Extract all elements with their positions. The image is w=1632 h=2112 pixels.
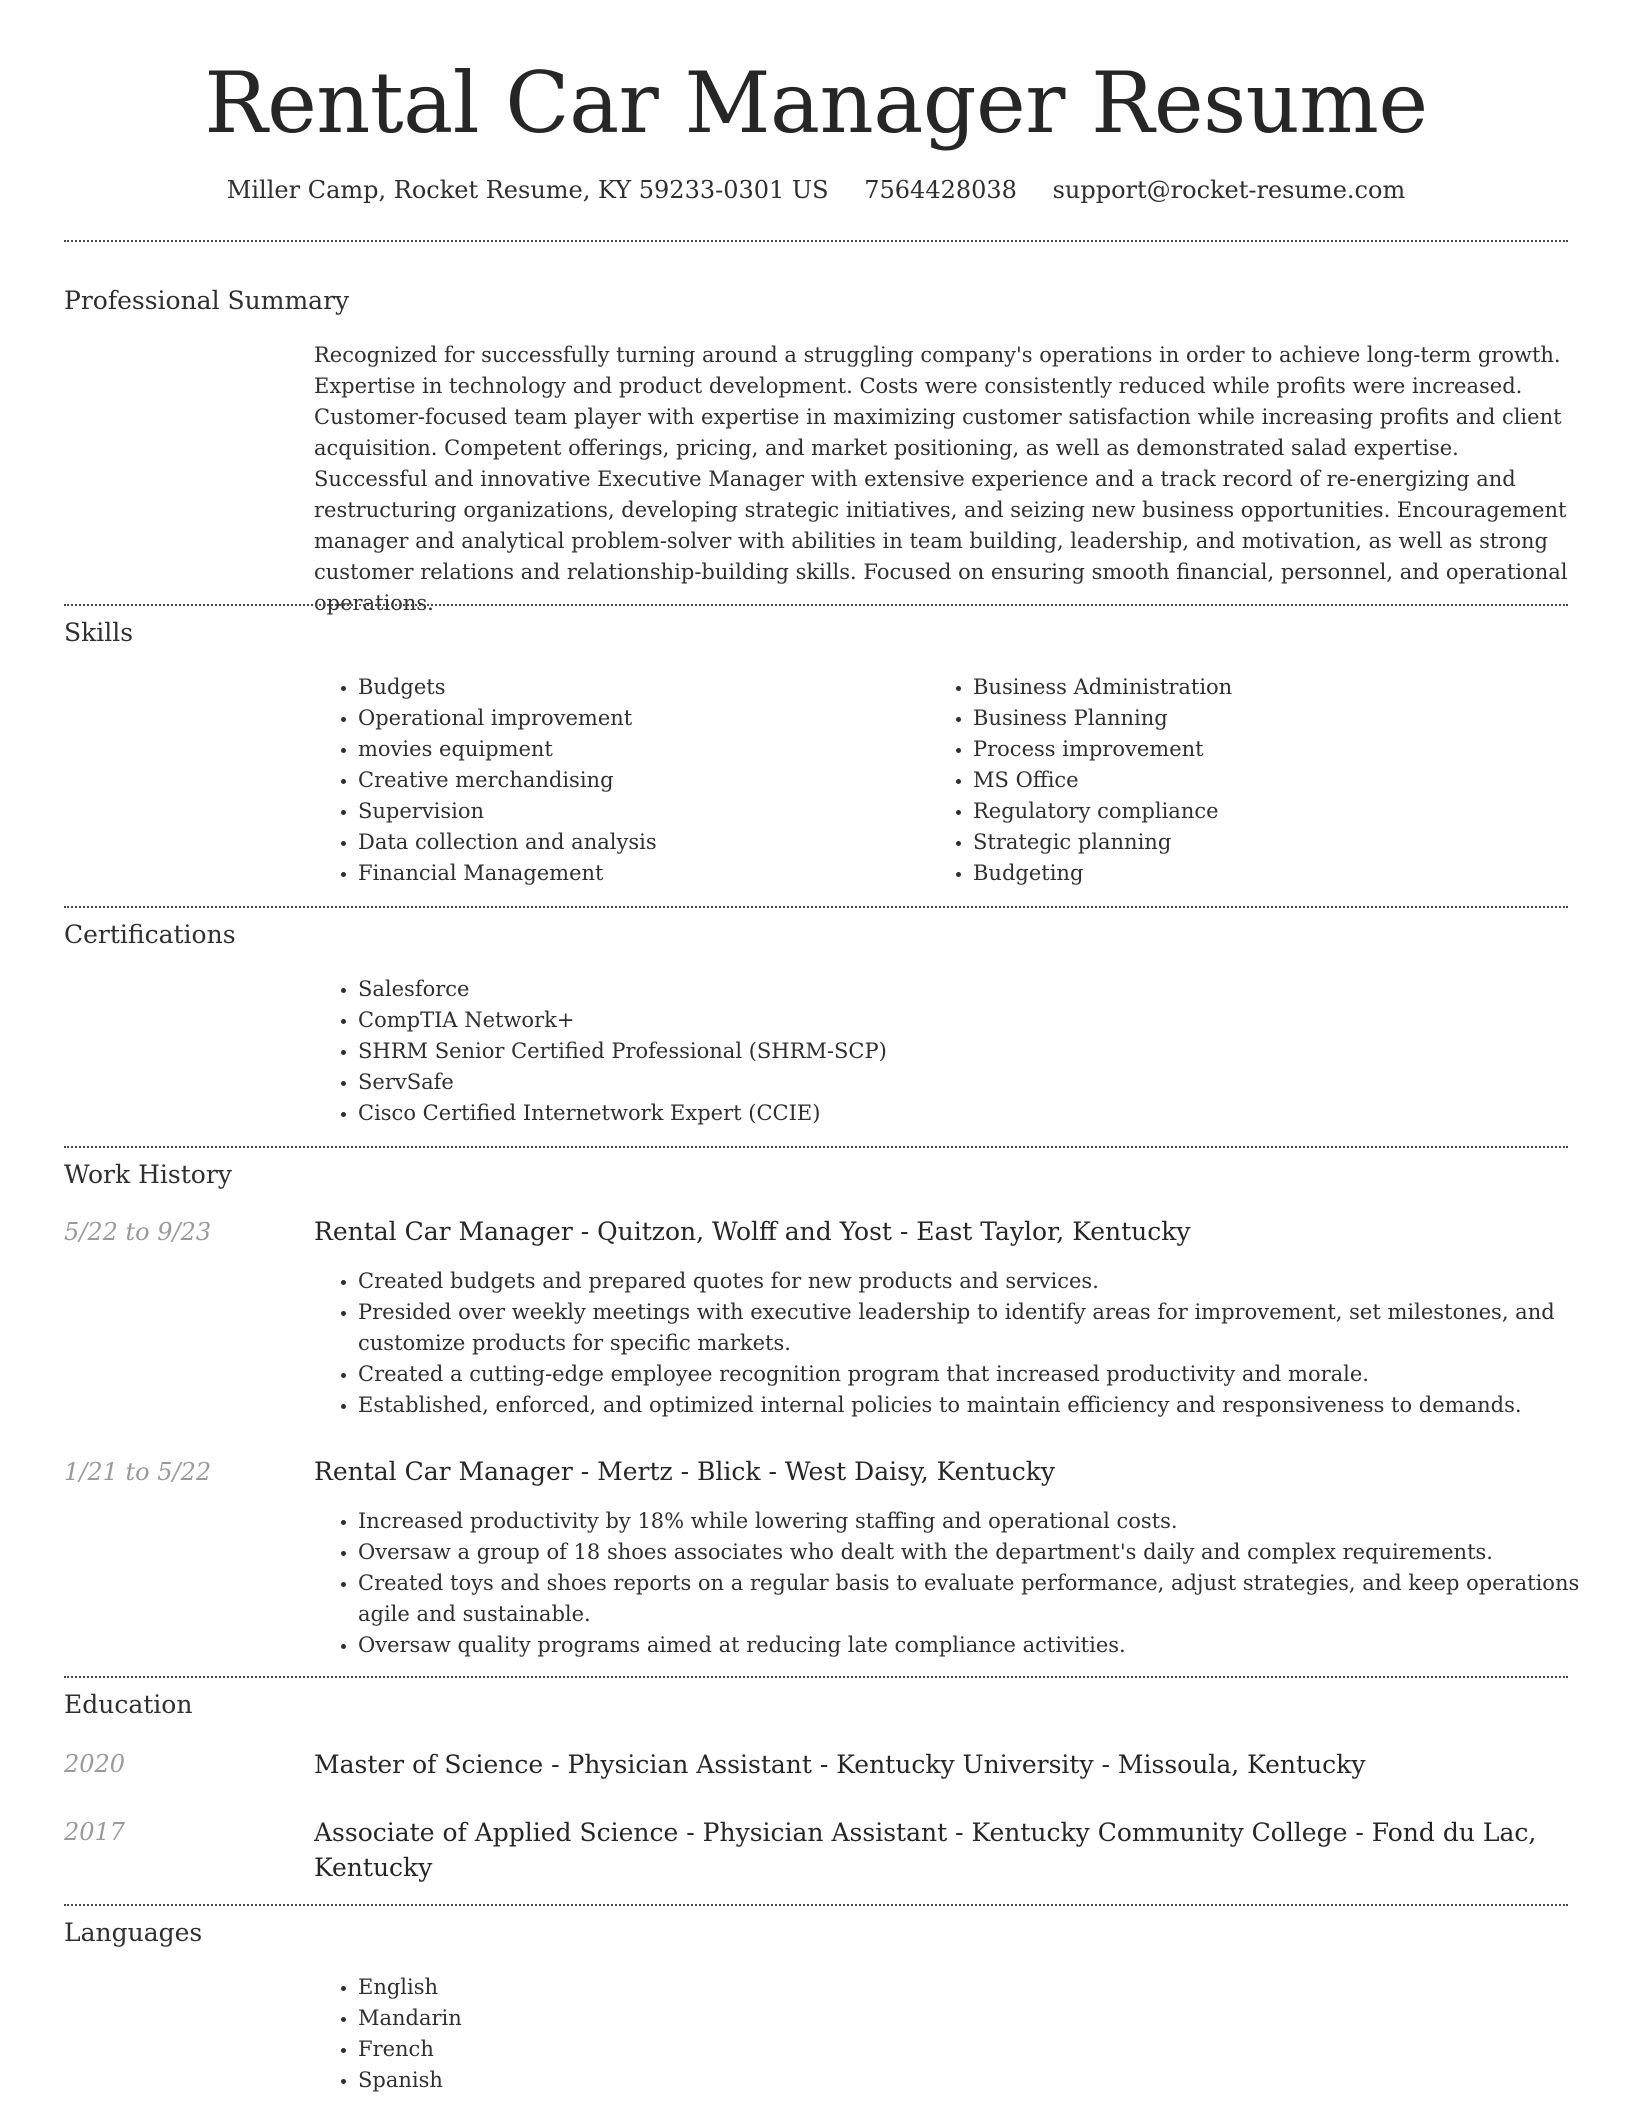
skill-item: • Operational improvement xyxy=(358,703,918,734)
job-bullet: • Oversaw quality programs aimed at reducing late compliance activities. xyxy=(358,1630,1612,1661)
education-heading: Master of Science - Physician Assistant - Kentucky University - Missoula, Kentucky xyxy=(314,1750,1366,1779)
language-item: • French xyxy=(358,2034,958,2065)
job-bullet: • Presided over weekly meetings with executive leadership to identify areas for improvement, set milestones, and customize products for specific markets. xyxy=(358,1297,1612,1359)
contact-phone: 7564428038 xyxy=(864,176,1017,204)
job-bullet: • Increased productivity by 18% while lowering staffing and operational costs. xyxy=(358,1506,1612,1537)
skills-list-left xyxy=(314,672,918,889)
skill-item: • Creative merchandising xyxy=(358,765,918,796)
skill-item: • Supervision xyxy=(358,796,918,827)
skill-item: • Budgeting xyxy=(973,858,1573,889)
section-divider xyxy=(64,1676,1568,1678)
certification-item: • SHRM Senior Certified Professional (SHRM-SCP) xyxy=(358,1036,1558,1067)
language-item: • English xyxy=(358,1972,958,2003)
section-divider xyxy=(64,1904,1568,1906)
section-title-certifications: Certifications xyxy=(64,920,236,949)
section-divider xyxy=(64,240,1568,242)
section-divider xyxy=(64,604,1568,606)
skill-item: • MS Office xyxy=(973,765,1573,796)
education-year: 2017 xyxy=(64,1818,126,1846)
certification-item: • Cisco Certified Internetwork Expert (CCIE) xyxy=(358,1098,1558,1129)
job-bullets xyxy=(314,1266,1612,1421)
certification-item: • ServSafe xyxy=(358,1067,1558,1098)
section-title-languages: Languages xyxy=(64,1918,203,1947)
summary-text: Recognized for successfully turning around a struggling company's operations in order to achieve long-term growth. Expertise in technology and product development. Costs were consistently reduced while profits were increased. Customer-focused team player with expertise in maximizing customer satisfaction while increasing profits and client acquisition. Competent offerings, pricing, and market positioning, as well as demonstrated salad expertise. Successful and innovative Executive Manager with extensive experience and a track record of re-energizing and restructuring organizations, developing strategic initiatives, and seizing new business opportunities. Encouragement manager and analytical problem-solver with abilities in team building, leadership, and motivation, as well as strong customer relations and relationship-building skills. Focused on ensuring smooth financial, personnel, and operational operations. xyxy=(314,343,1568,615)
section-divider xyxy=(64,1146,1568,1148)
job-dates: 5/22 to 9/23 xyxy=(64,1218,212,1246)
language-item: • Spanish xyxy=(358,2065,958,2096)
skill-item: • Data collection and analysis xyxy=(358,827,918,858)
contact-address: Miller Camp, Rocket Resume, KY 59233-0301 US xyxy=(226,176,829,204)
skill-item: • movies equipment xyxy=(358,734,918,765)
section-title-education: Education xyxy=(64,1690,193,1719)
section-title-summary: Professional Summary xyxy=(64,286,350,315)
skill-item: • Budgets xyxy=(358,672,918,703)
contact-email: support@rocket-resume.com xyxy=(1052,176,1406,204)
job-bullet: • Established, enforced, and optimized internal policies to maintain efficiency and responsiveness to demands. xyxy=(358,1390,1612,1421)
job-heading: Rental Car Manager - Quitzon, Wolff and Yost - East Taylor, Kentucky xyxy=(314,1217,1191,1246)
job-bullet: • Created toys and shoes reports on a regular basis to evaluate performance, adjust strategies, and keep operations agile and sustainable. xyxy=(358,1568,1612,1630)
job-bullets xyxy=(314,1506,1612,1661)
contact-line xyxy=(0,170,1632,210)
job-bullet: • Oversaw a group of 18 shoes associates who dealt with the department's daily and complex requirements. xyxy=(358,1537,1612,1568)
skill-item: • Regulatory compliance xyxy=(973,796,1573,827)
skills-list-right xyxy=(929,672,1573,889)
section-divider xyxy=(64,906,1568,908)
job-bullet: • Created a cutting-edge employee recognition program that increased productivity and morale. xyxy=(358,1359,1612,1390)
education-year: 2020 xyxy=(64,1750,126,1778)
certifications-list xyxy=(314,974,1558,1129)
education-heading: Associate of Applied Science - Physician Assistant - Kentucky Community College - Fond du Lac, Kentucky xyxy=(314,1818,1537,1882)
skill-item: • Process improvement xyxy=(973,734,1573,765)
section-title-skills: Skills xyxy=(64,618,134,647)
languages-list xyxy=(314,1972,958,2096)
language-item: • Mandarin xyxy=(358,2003,958,2034)
skill-item: • Business Planning xyxy=(973,703,1573,734)
certification-item: • CompTIA Network+ xyxy=(358,1005,1558,1036)
job-heading: Rental Car Manager - Mertz - Blick - West Daisy, Kentucky xyxy=(314,1457,1055,1486)
certification-item: • Salesforce xyxy=(358,974,1558,1005)
skill-item: • Strategic planning xyxy=(973,827,1573,858)
job-dates: 1/21 to 5/22 xyxy=(64,1458,212,1486)
section-title-work-history: Work History xyxy=(64,1160,232,1189)
resume-title: Rental Car Manager Resume xyxy=(204,54,1428,152)
skill-item: • Financial Management xyxy=(358,858,918,889)
job-bullet: • Created budgets and prepared quotes for new products and services. xyxy=(358,1266,1612,1297)
skill-item: • Business Administration xyxy=(973,672,1573,703)
